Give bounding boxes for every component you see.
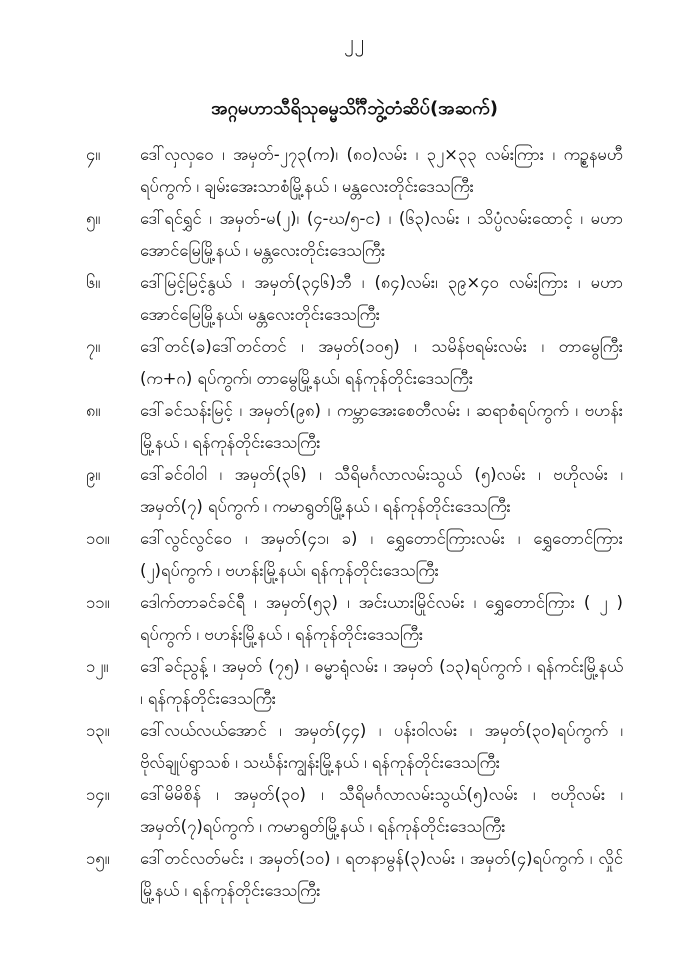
entry-text: ဒေါ်ခင်သန်းမြင့် ၊ အမှတ်(၉၈) ၊ ကမ္ဘာအေးစေတီလမ်း ၊ ဆရာစံရပ်ကွက် ၊ ဗဟန်းမြို့နယ် ၊ ရန်ကုန်တိုင်းဒေသကြီး — [140, 401, 623, 452]
entry-text: ဒေါ်မြင့်မြင့်နွယ် ၊ အမှတ်(၃၄၆)ဘီ ၊ (၈၄)လမ်း၊ ၃၉×၄၀ လမ်းကြား ၊ မဟာအောင်မြေမြို့နယ်၊ မန္တလေးတိုင်းဒေသကြီး — [140, 273, 623, 324]
entry-number: ၁၄။ — [86, 785, 110, 804]
list-item — [86, 139, 623, 203]
entry-number: ၈။ — [86, 401, 101, 420]
entry-number: ၉။ — [86, 465, 101, 484]
list-item — [86, 203, 623, 267]
entry-text: ဒေါ်လှလှဝေ ၊ အမှတ်-၂၇၃(က)၊ (၈၀)လမ်း ၊ ၃၂×၃၃ လမ်းကြား ၊ ကဉ္စနမဟီရပ်ကွက် ၊ ချမ်းအေးသာစံမြို့နယ် ၊ မန္တလေးတိုင်းဒေသကြီး — [140, 145, 623, 196]
entry-list — [86, 139, 623, 907]
list-item — [86, 459, 623, 523]
list-item — [86, 523, 623, 587]
entry-text: ဒေါ်မိမိစိန် ၊ အမှတ်(၃၀) ၊ သီရိမင်္ဂလာလမ်းသွယ်(၅)လမ်း ၊ ဗဟိုလမ်း ၊ အမှတ်(၇)ရပ်ကွက် ၊ ကမာရွတ်မြို့နယ် ၊ ရန်ကုန်တိုင်းဒေသကြီး — [140, 785, 623, 836]
entry-number: ၇။ — [86, 337, 101, 356]
list-item — [86, 779, 623, 843]
list-item — [86, 267, 623, 331]
entry-number: ၆။ — [86, 273, 101, 292]
entry-number: ၁၁။ — [86, 593, 110, 612]
list-item — [86, 395, 623, 459]
entry-text: ဒေါ်ရင်ရွှင် ၊ အမှတ်-မ(၂)၊ (၄-ဃ/၅-င) ၊ (၆၃)လမ်း ၊ သိပ္ပံလမ်းထောင့် ၊ မဟာအောင်မြေမြို့နယ် ၊ မန္တလေးတိုင်းဒေသကြီး — [140, 209, 623, 260]
entry-number: ၅။ — [86, 209, 101, 228]
entry-text: ဒေါ်ခင်ဝါဝါ ၊ အမှတ်(၃၆) ၊ သီရိမင်္ဂလာလမ်းသွယ် (၅)လမ်း ၊ ဗဟိုလမ်း ၊ အမှတ်(၇) ရပ်ကွက် ၊ ကမာရွတ်မြို့နယ် ၊ ရန်ကုန်တိုင်းဒေသကြီး — [140, 465, 623, 516]
entry-text: ဒေါ်လွင်လွင်ဝေ ၊ အမှတ်(၄၁၊ ခ) ၊ ရွှေတောင်ကြားလမ်း ၊ ရွှေတောင်ကြား (၂)ရပ်ကွက် ၊ ဗဟန်းမြို့နယ်၊ ရန်ကုန်တိုင်းဒေသကြီး — [140, 529, 623, 580]
entry-number: ၄။ — [86, 145, 101, 164]
entry-text: ဒေါ်ခင်ညွန့် ၊ အမှတ် (၇၅) ၊ ဓမ္မာရုံလမ်း ၊ အမှတ် (၁၃)ရပ်ကွက် ၊ ရန်ကင်းမြို့နယ် ၊ ရန်ကုန်တိုင်းဒေသကြီး — [140, 657, 623, 708]
entry-number: ၁၂။ — [86, 657, 109, 676]
list-item — [86, 651, 623, 715]
entry-number: ၁၃။ — [86, 721, 110, 740]
entry-text: ဒေါ်တင်(ခ)ဒေါ်တင်တင် ၊ အမှတ်(၁၀၅) ၊ သမိန်ဗရမ်းလမ်း ၊ တာမွေကြီး (က+ဂ) ရပ်ကွက်၊ တာမွေမြို့နယ်၊ ရန်ကုန်တိုင်းဒေသကြီး — [140, 337, 623, 388]
list-item — [86, 715, 623, 779]
page-number: ၂၂ — [344, 31, 365, 53]
entry-text: ဒေါက်တာခင်ခင်ရီ ၊ အမှတ်(၅၃) ၊ အင်းယားမြိုင်လမ်း ၊ ရွှေတောင်ကြား ( ၂ ) ရပ်ကွက် ၊ ဗဟန်းမြို့နယ် ၊ ရန်ကုန်တိုင်းဒေသကြီး — [140, 593, 623, 644]
list-item — [86, 331, 623, 395]
entry-number: ၁၅။ — [86, 849, 110, 868]
list-item — [86, 587, 623, 651]
entry-text: ဒေါ်တင်လတ်မင်း ၊ အမှတ်(၁၀) ၊ ရတနာမွန်(၃)လမ်း ၊ အမှတ်(၄)ရပ်ကွက် ၊ လှိုင်မြို့နယ် ၊ ရန်ကုန်တိုင်းဒေသကြီး — [140, 849, 623, 900]
entry-number: ၁၀။ — [86, 529, 110, 548]
list-item — [86, 843, 623, 907]
document-title: အဂ္ဂမဟာသီရိသုဓမ္မသိင်္ဂီဘွဲ့တံဆိပ်(အဆက်) — [211, 98, 498, 119]
entry-text: ဒေါ်လယ်လယ်အောင် ၊ အမှတ်(၄၄) ၊ ပန်းဝါလမ်း ၊ အမှတ်(၃၀)ရပ်ကွက် ၊ ဗိုလ်ချုပ်ရွာသစ် ၊ သင်္ဃန်းကျွန်းမြို့နယ် ၊ ရန်ကုန်တိုင်းဒေသကြီး — [140, 721, 623, 772]
